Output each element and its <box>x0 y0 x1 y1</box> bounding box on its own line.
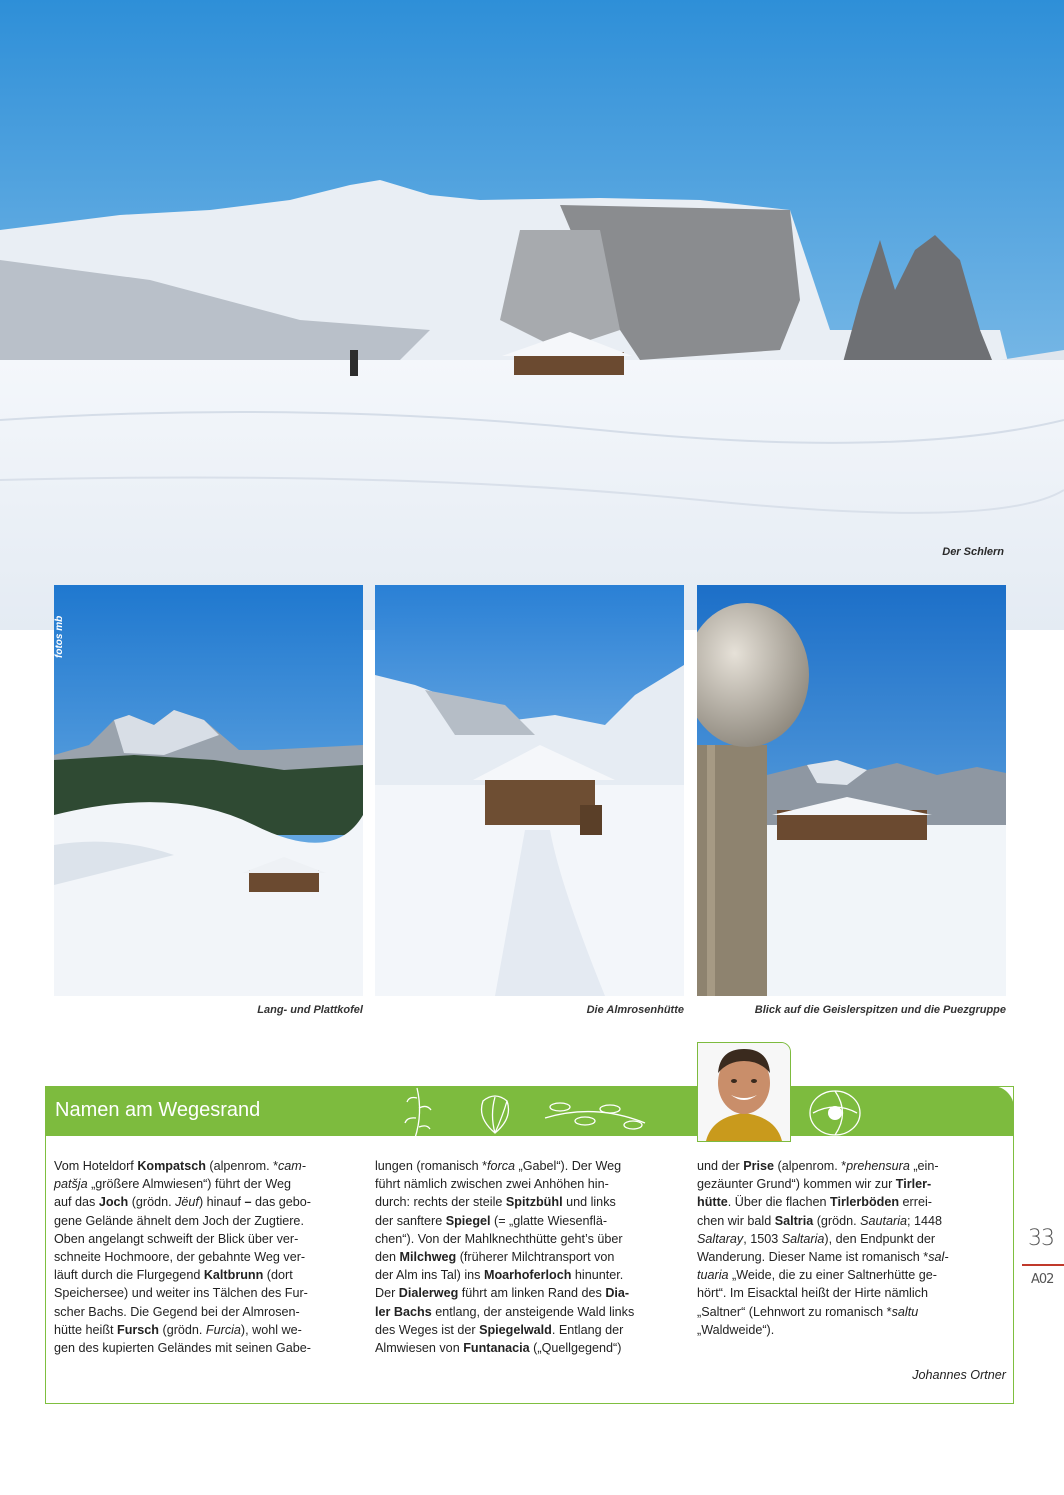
author-portrait <box>697 1042 791 1142</box>
photo-lang-und-plattkofel <box>54 585 363 996</box>
box-title: Namen am Wegesrand <box>55 1099 261 1121</box>
article-author: Johannes Ortner <box>912 1368 1006 1382</box>
gallery-caption-3: Blick auf die Geislerspitzen und die Puezgruppe <box>754 1004 1006 1016</box>
gallery-caption-1: Lang- und Plattkofel <box>257 1004 363 1016</box>
issue-code: A02 <box>1031 1272 1054 1287</box>
page-rule <box>1022 1264 1064 1266</box>
article-column-3: und der Prise (alpenrom. *prehensura „ein- gezäunter Grund“) kommen wir zur Tirler- hütte. Über die flachen Tirlerböden errei- chen wir bald Saltria (grödn. Sautaria; 1448 Saltaray, 1503 Saltaria), den Endpunkt der Wanderung. Dieser Name ist romanisch *sal- tuaria „Weide, die zu einer Saltnerhütte ge- hört“. Im Eisacktal heißt der Hirte nämlich „Saltner“ (Lehnwort zu romanisch *saltu „Waldweide“). <box>697 1159 949 1337</box>
photo-geislerspitzen-puezgruppe <box>697 585 1006 996</box>
hero-caption: Der Schlern <box>942 546 1004 558</box>
page-number: 33 <box>1028 1226 1054 1251</box>
floral-decoration-icon <box>395 1083 905 1143</box>
photo-credit: fotos mb <box>54 615 65 658</box>
article-column-2: lungen (romanisch *forca „Gabel“). Der Weg führt nämlich zwischen zwei Anhöhen hin- durch: rechts der steile Spitzbühl und links der sanftere Spiegel (= „glatte Wiesenflä- chen“). Von der Mahlknechthütte geht’s über den Milchweg (früherer Milchtransport von der Alm ins Tal) ins Moarhoferloch hinunter. Der Dialerweg führt am linken Rand des Dia- ler Bachs entlang, der ansteigende Wald links des Weges ist der Spiegelwald. Entlang der Almwiesen von Funtanacia („Quellgegend“) <box>375 1159 635 1356</box>
photo-almrosenhuette <box>375 585 684 996</box>
hero-photo-schlern <box>0 0 1064 630</box>
gallery-caption-2: Die Almrosenhütte <box>586 1004 684 1016</box>
article-column-1: Vom Hoteldorf Kompatsch (alpenrom. *cam- patšja „größere Almwiesen“) führt der Weg auf das Joch (grödn. Jëuf) hinauf – das gebo- gene Gelände ähnelt dem Joch der Zugtiere. Oben angelangt schweift der Blick über ver- schneite Hochmoore, der gebahnte Weg ver- läuft durch die Flurgegend Kaltbrunn (dort Speichersee) und weiter ins Tälchen des Fur- scher Bachs. Die Gegend bei der Almrosen- hütte heißt Fursch (grödn. Furcia), wohl we- gen des kupierten Geländes mit seinen Gabe- <box>54 1159 311 1356</box>
